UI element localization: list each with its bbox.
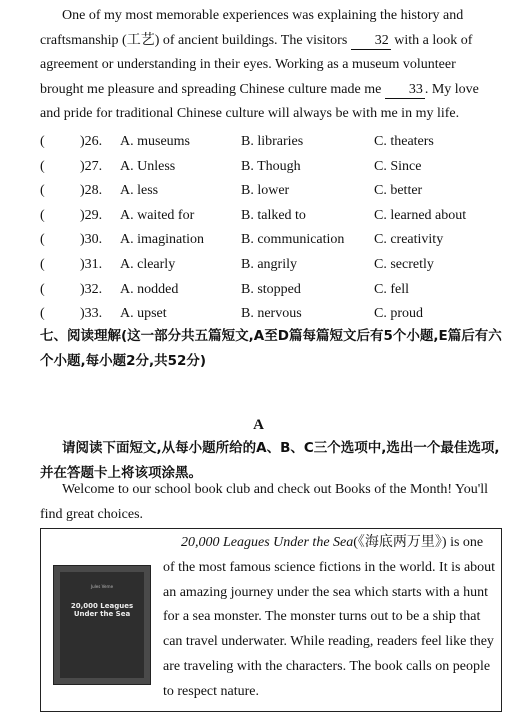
question-number: )33. <box>80 306 103 322</box>
book-cover-title: 20,000 Leagues Under the Sea <box>70 602 134 618</box>
book-description <box>163 531 497 705</box>
option-b: B. angrily <box>241 257 297 272</box>
book-cover-author: Jules Verne <box>90 584 114 589</box>
option-c: C. better <box>374 183 423 199</box>
instruction-text: 请阅读下面短文,从每小题所给的A、B、C三个选项中,选出一个最佳选项,并在答题卡上将该项涂黑。 <box>40 440 500 481</box>
option-c: C. secretly <box>374 257 434 272</box>
passage-part1: One of my most memorable experiences was explaining the history and craftsmanship (工艺) of ancient buildings. The visitors <box>40 8 464 48</box>
option-c: C. Since <box>374 158 422 174</box>
question-row <box>40 228 510 252</box>
question-row <box>40 278 510 302</box>
option-b: B. nervous <box>241 306 302 322</box>
book-cn-title: (《海底两万里》) <box>353 535 447 550</box>
question-number: )29. <box>80 207 103 223</box>
question-row <box>40 179 510 203</box>
question-number: )26. <box>80 134 103 149</box>
question-row <box>40 253 510 277</box>
option-b: B. communication <box>241 232 345 248</box>
passage-part3: . My love and pride for traditional Chinese culture will always be with me in my life. <box>40 81 479 122</box>
book-title: 20,000 Leagues Under the Sea <box>181 535 354 550</box>
answer-paren: ( <box>40 183 45 199</box>
option-a: A. upset <box>120 306 167 322</box>
option-c: C. proud <box>374 306 423 322</box>
option-c: C. fell <box>374 281 409 297</box>
blank-33: 33 <box>385 81 425 99</box>
option-a: A. imagination <box>120 232 204 248</box>
option-b: B. lower <box>241 183 290 199</box>
answer-paren: ( <box>40 158 45 174</box>
passage-label: A <box>253 417 264 433</box>
option-a: A. clearly <box>120 257 176 272</box>
option-c: C. creativity <box>374 232 444 248</box>
cloze-passage <box>40 4 502 127</box>
option-a: A. less <box>120 183 159 199</box>
book-desc-body: is one of the most famous science fictions in the world. It is about an amazing journey under the sea which starts with a hunt for a sea monster. The monster turns out to be a ship that can travel underwater. While reading, readers feel like they are traveling with the characters. The book calls on people to respect nature. <box>163 535 496 699</box>
book-card <box>40 528 502 712</box>
option-b: B. talked to <box>241 207 306 223</box>
passage-part2: with a look of agreement or understanding in their eyes. Working as a museum volunteer brought me pleasure and spreading Chinese culture made me <box>40 32 473 97</box>
option-a: A. nodded <box>120 281 179 297</box>
question-number: )30. <box>80 232 103 248</box>
option-a: A. waited for <box>120 207 195 223</box>
option-b: B. libraries <box>241 134 304 149</box>
blank-32: 32 <box>351 32 391 50</box>
option-c: C. learned about <box>374 207 467 223</box>
question-number: )27. <box>80 158 103 174</box>
question-number: )28. <box>80 183 103 199</box>
book-cover-image <box>53 565 151 685</box>
question-number: )31. <box>80 257 103 272</box>
answer-paren: ( <box>40 281 45 297</box>
answer-paren: ( <box>40 207 45 223</box>
question-row <box>40 204 510 228</box>
answer-paren: ( <box>40 134 45 149</box>
option-a: A. Unless <box>120 158 176 174</box>
welcome-text: Welcome to our school book club and check out Books of the Month! You'll find great choices. <box>40 482 489 522</box>
option-a: A. museums <box>120 134 190 149</box>
question-row <box>40 130 510 154</box>
question-row <box>40 155 510 179</box>
option-c: C. theaters <box>374 134 434 149</box>
answer-paren: ( <box>40 232 45 248</box>
section-heading: 七、阅读理解(这一部分共五篇短文,A至D篇每篇短文后有5个小题,E篇后有六个小题,每小题2分,共52分) <box>40 328 502 369</box>
option-b: B. stopped <box>241 281 301 297</box>
question-row <box>40 302 510 326</box>
answer-paren: ( <box>40 257 45 272</box>
answer-paren: ( <box>40 306 45 322</box>
question-number: )32. <box>80 281 103 297</box>
option-b: B. Though <box>241 158 301 174</box>
